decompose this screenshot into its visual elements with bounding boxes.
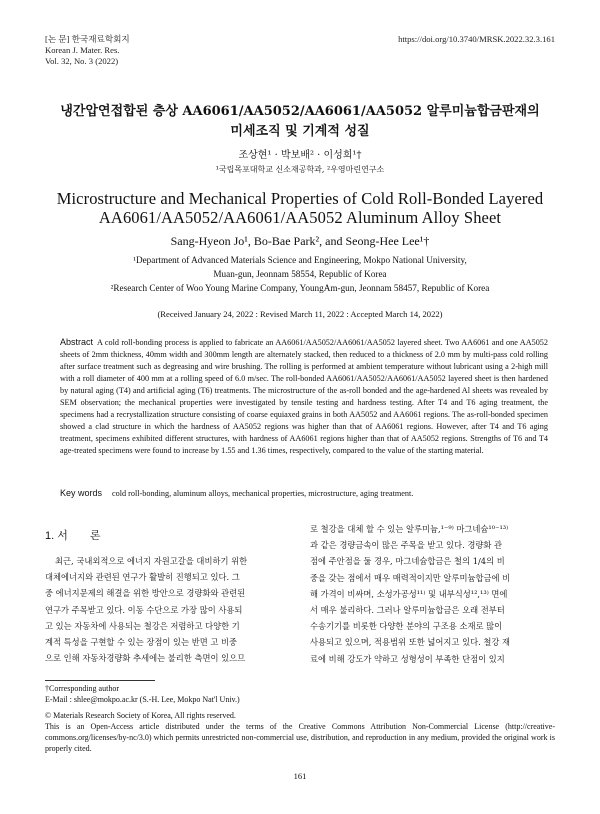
text-line: 중 에너지문제의 해결을 위한 방안으로 경량화와 관련된 (45, 588, 246, 599)
abstract-text: A cold roll-bonding process is applied to fabricate an AA6061/AA5052/AA6061/AA5052 layered sheet. Two AA6061 and one AA5052 sheets of 2mm thickness, 40mm width and 300mm length are alternately stacked, then reduced to a thickness of 2.0 mm by multi-pass cold rolling after surface treatment such as degreasing and wire brushing. The rolling is performed at ambient temperature without lubricant using a 2-high mill with a roll diameter of 400 mm at a rolling speed of 6.0 m/sec. The roll-bonded AA6061/AA5052/AA6061/AA5052 layered sheet is then hardened by natural aging (T4) and artificial aging (T6) treatments. The microstructure of the as-roll bonded and the age-hardened Al sheets was revealed by SEM observation; the mechanical properties were investigated by tensile testing and hardness testing. After T4 and T6 aging treatment, the specimens had a recrystallization structure consisting of coarse equiaxed grains in both AA5052 and AA6061 regions. The as-roll-bonded specimen showed a clad structure in which the hardness of AA5052 regions was higher than that of AA6061 regions. However, after T4 and T6 aging treatment, specimens exhibited different structures, with hardness of AA6061 regions higher than that of AA5052 regions. Strengths of T6 and T4 age-treated specimens were found to increase by 1.55 and 1.36 times, respectively, compared to the value of the starting material. (60, 338, 548, 456)
text-line: 로 철강을 대체 할 수 있는 알루미늄,¹⁻⁹⁾ 마그네슘¹⁰⁻¹³⁾ (310, 524, 509, 534)
affiliation-1-line2: Muan-gun, Jeonnam 58554, Republic of Korea (213, 269, 387, 279)
journal-name-ko: [논 문] 한국재료학회지 (45, 34, 130, 44)
text-line: 수송기기를 비롯한 다양한 분야의 구조용 소재로 많이 (310, 621, 503, 632)
keywords-label: Key words (60, 488, 103, 498)
english-title-line1: Microstructure and Mechanical Properties of Cold Roll-Bonded Layered (56, 189, 544, 208)
text-line: 계적 특성을 구현할 수 있는 장점이 있는 반면 고 비중 (45, 637, 238, 648)
abstract (60, 336, 548, 457)
keywords-text: cold roll-bonding, aluminum alloys, mechanical properties, microstructure, aging treatment. (112, 489, 414, 498)
keywords (60, 488, 548, 498)
license-text: This is an Open-Access article distributed under the terms of the Creative Commons Attribution Non-Commercial License (http://creative-commons.org/licenses/by-nc/3.0) which permits unrestricted non-commercial use, distribution, and reproduction in any medium, provided the original work is properly cited. (45, 722, 555, 753)
text-line: 해 가격이 비싸며, 소성가공성¹¹⁾ 및 내부식성¹²,¹³⁾ 면에 (310, 588, 508, 599)
copyright-notice (45, 710, 555, 754)
text-line: 점에 주안점을 둘 경우, 마그네슘합금은 철의 1/4의 비 (310, 556, 505, 567)
journal-volume: Vol. 32, No. 3 (2022) (45, 56, 119, 66)
footnote-divider (45, 680, 155, 681)
korean-title-line1: 냉간압연접합된 층상 AA6061/AA5052/AA6061/AA5052 알루미늄합금판재의 (60, 104, 540, 119)
corresponding-email[interactable]: E-Mail : shlee@mokpo.ac.kr (S.-H. Lee, Mokpo Nat'l Univ.) (45, 695, 240, 704)
text-line: 최근, 국내외적으로 에너지 자원고갈을 대비하기 위한 (55, 556, 248, 566)
english-title-line2: AA6061/AA5052/AA6061/AA5052 Aluminum Alloy Sheet (98, 208, 502, 227)
text-line: 고 있는 자동차에 사용되는 철강은 저렴하고 다양한 기 (45, 620, 240, 631)
text-line: 중을 갖는 점에서 매우 매력적이지만 알루미늄합금에 비 (310, 572, 511, 583)
english-authors: Sang-Hyeon Jo¹, Bo-Bae Park², and Seong-Hee Lee¹† (170, 234, 430, 248)
english-affiliation-1 (40, 253, 560, 281)
received-dates: (Received January 24, 2022 : Revised March 11, 2022 : Accepted March 14, 2022) (157, 309, 443, 319)
copyright-line: © Materials Research Society of Korea, All rights reserved. (45, 711, 236, 720)
abstract-label: Abstract (60, 337, 94, 347)
intro-right-column (310, 521, 556, 667)
journal-info (45, 34, 130, 67)
section-heading-introduction: 1. 서 론 (45, 530, 101, 542)
korean-title-line2: 미세조직 및 기계적 성질 (230, 124, 370, 139)
text-line: 대체에너지와 관련된 연구가 활발히 진행되고 있다. 그 (45, 572, 240, 583)
text-line: 과 같은 경량금속이 많은 주목을 받고 있다. 경량화 관 (310, 540, 503, 551)
intro-left-column (45, 553, 293, 666)
doi-link[interactable]: https://doi.org/10.3740/MRSK.2022.32.3.161 (398, 34, 555, 44)
english-affiliation-2: ²Research Center of Woo Young Marine Company, YoungAm-gun, Jeonnam 58457, Republic of Korea (110, 283, 490, 293)
corresponding-author-note: †Corresponding author (45, 684, 119, 693)
text-line: 료에 비해 강도가 약하고 성형성이 부족한 단점이 있지 (310, 653, 505, 664)
journal-name-en: Korean J. Mater. Res. (45, 45, 120, 55)
affiliation-1-line1: ¹Department of Advanced Materials Science and Engineering, Mokpo National University, (133, 255, 467, 265)
korean-authors: 조상현¹ · 박보배² · 이성희¹† (238, 150, 362, 161)
text-line: 사용되고 있으며, 적용범위 또한 넓어지고 있다. 철강 재 (310, 637, 511, 648)
text-line: 연구가 주목받고 있다. 이동 수단으로 가장 많이 사용되 (45, 604, 243, 615)
page-number: 161 (293, 771, 307, 781)
korean-affiliations: ¹국립목포대학교 신소재공학과, ²우영마린연구소 (215, 165, 385, 174)
text-line: 으로 인해 자동차경량화 추세에는 불리한 측면이 있으므 (45, 653, 246, 664)
text-line: 서 매우 불리하다. 그러나 알루미늄합금은 오래 전부터 (310, 605, 505, 616)
